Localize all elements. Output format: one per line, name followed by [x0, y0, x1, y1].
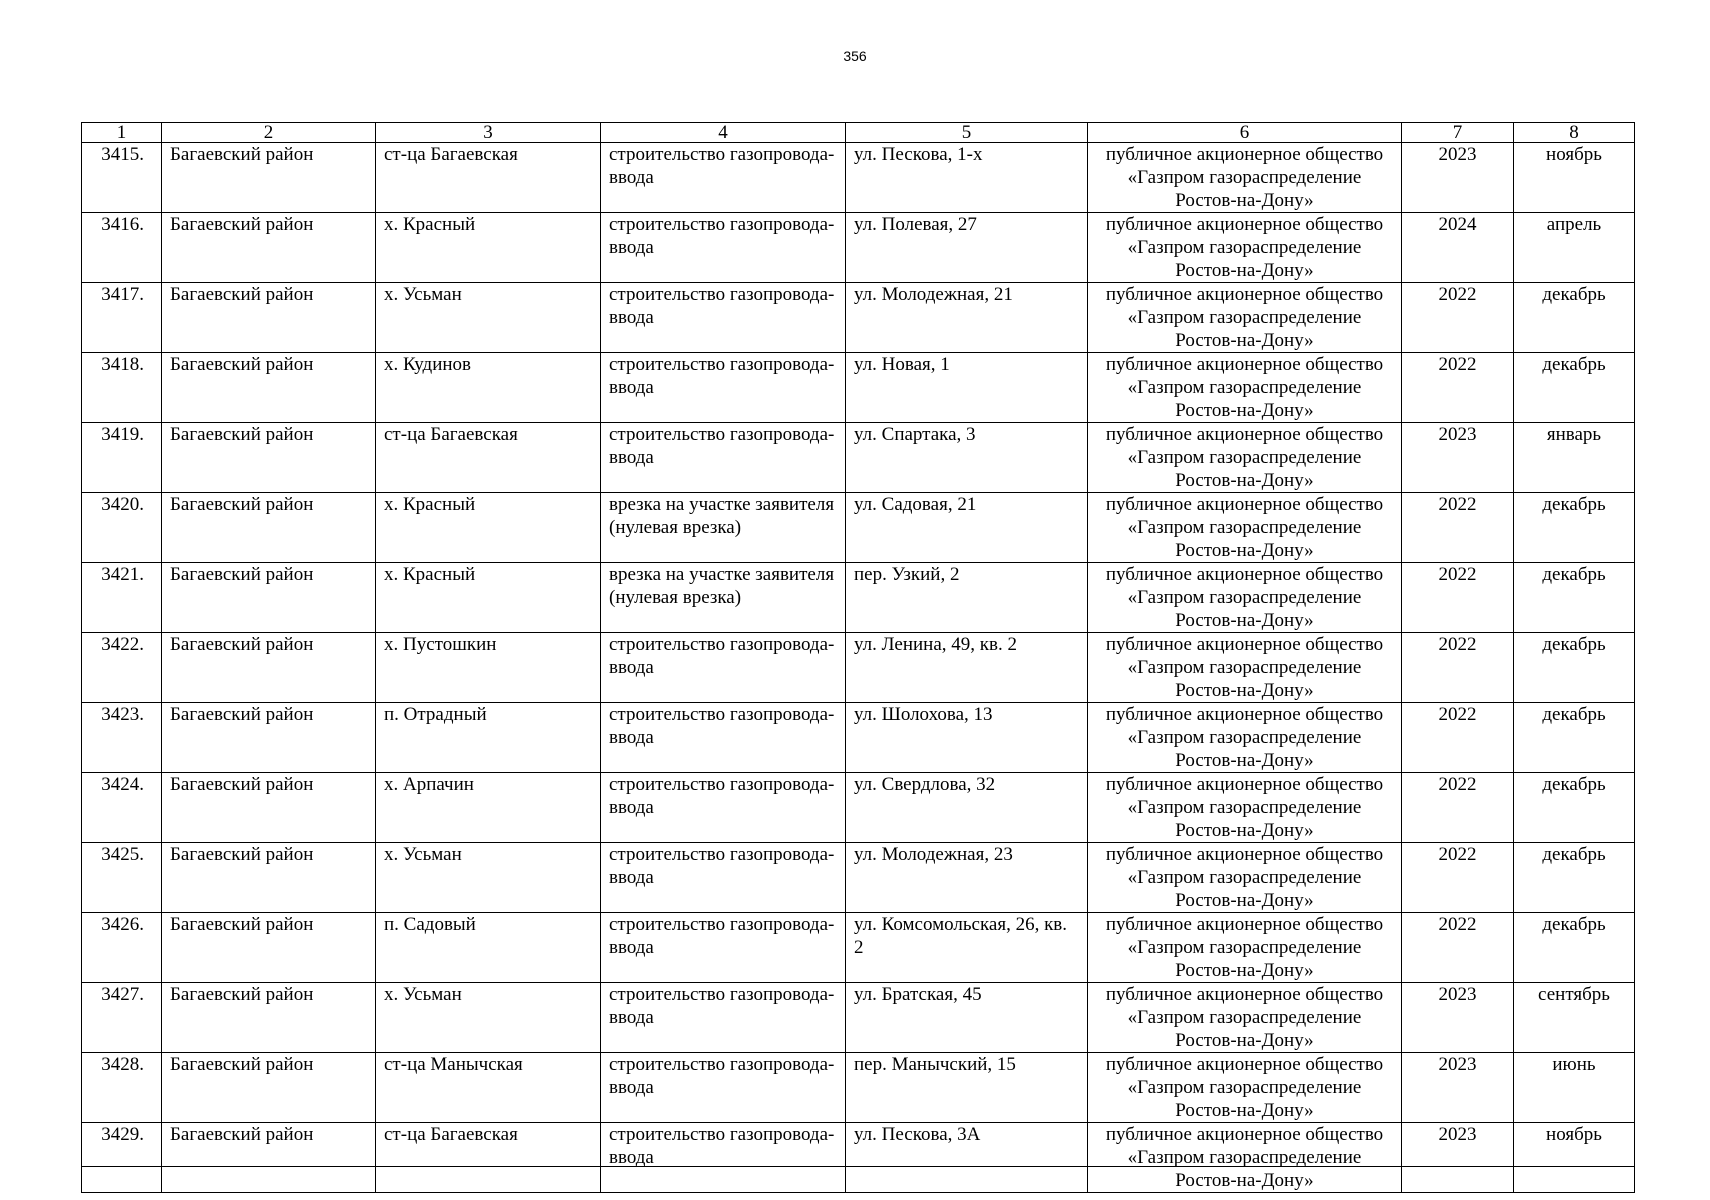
year-cell: 2022	[1402, 773, 1514, 843]
year-cell: 2022	[1402, 353, 1514, 423]
year-cell: 2023	[1402, 1123, 1514, 1193]
settlement-cell: ст-ца Манычская	[376, 1053, 601, 1123]
row-number-cell: 3423.	[82, 703, 162, 773]
month-cell: декабрь	[1514, 563, 1635, 633]
organization-cell: публичное акционерное общество «Газпром газораспределение Ростов-на-Дону»	[1088, 493, 1402, 563]
address-cell: ул. Молодежная, 21	[846, 283, 1088, 353]
table-row	[82, 913, 1635, 983]
row-number-cell: 3429.	[82, 1123, 162, 1193]
district-cell: Багаевский район	[162, 913, 376, 983]
district-cell: Багаевский район	[162, 703, 376, 773]
settlement-cell: х. Усьман	[376, 983, 601, 1053]
registry-table	[81, 122, 1635, 1193]
district-cell: Багаевский район	[162, 563, 376, 633]
table-row	[82, 283, 1635, 353]
settlement-cell: х. Кудинов	[376, 353, 601, 423]
address-cell: пер. Манычский, 15	[846, 1053, 1088, 1123]
settlement-cell: х. Красный	[376, 213, 601, 283]
row-number-cell: 3425.	[82, 843, 162, 913]
district-cell: Багаевский район	[162, 1053, 376, 1123]
settlement-cell: х. Усьман	[376, 283, 601, 353]
row-number-cell: 3422.	[82, 633, 162, 703]
table-row	[82, 843, 1635, 913]
settlement-cell: ст-ца Багаевская	[376, 423, 601, 493]
address-cell: ул. Садовая, 21	[846, 493, 1088, 563]
work-type-cell: строительство газопровода-ввода	[601, 353, 846, 423]
address-cell: ул. Полевая, 27	[846, 213, 1088, 283]
district-cell: Багаевский район	[162, 143, 376, 213]
row-number-cell: 3427.	[82, 983, 162, 1053]
district-cell: Багаевский район	[162, 1123, 376, 1193]
table-row	[82, 1053, 1635, 1123]
district-cell: Багаевский район	[162, 213, 376, 283]
address-cell: ул. Свердлова, 32	[846, 773, 1088, 843]
work-type-cell: строительство газопровода-ввода	[601, 983, 846, 1053]
table-row	[82, 703, 1635, 773]
organization-cell: публичное акционерное общество «Газпром газораспределение Ростов-на-Дону»	[1088, 843, 1402, 913]
month-cell: ноябрь	[1514, 143, 1635, 213]
row-number-cell: 3418.	[82, 353, 162, 423]
organization-cell: публичное акционерное общество «Газпром газораспределение Ростов-на-Дону»	[1088, 983, 1402, 1053]
row-number-cell: 3421.	[82, 563, 162, 633]
organization-cell: публичное акционерное общество «Газпром газораспределение Ростов-на-Дону»	[1088, 913, 1402, 983]
settlement-cell: х. Арпачин	[376, 773, 601, 843]
settlement-cell: х. Усьман	[376, 843, 601, 913]
district-cell: Багаевский район	[162, 983, 376, 1053]
table-row	[82, 353, 1635, 423]
table-row	[82, 213, 1635, 283]
table-row	[82, 493, 1635, 563]
year-cell: 2024	[1402, 213, 1514, 283]
month-cell: июнь	[1514, 1053, 1635, 1123]
table-row	[82, 633, 1635, 703]
address-cell: ул. Молодежная, 23	[846, 843, 1088, 913]
address-cell: ул. Комсомольская, 26, кв. 2	[846, 913, 1088, 983]
year-cell: 2022	[1402, 633, 1514, 703]
month-cell: декабрь	[1514, 353, 1635, 423]
month-cell: декабрь	[1514, 703, 1635, 773]
organization-cell: публичное акционерное общество «Газпром газораспределение Ростов-на-Дону»	[1088, 423, 1402, 493]
work-type-cell: строительство газопровода-ввода	[601, 913, 846, 983]
work-type-cell: строительство газопровода-ввода	[601, 633, 846, 703]
column-header: 6	[1088, 123, 1402, 143]
organization-cell: публичное акционерное общество «Газпром газораспределение Ростов-на-Дону»	[1088, 143, 1402, 213]
month-cell: апрель	[1514, 213, 1635, 283]
month-cell: ноябрь	[1514, 1123, 1635, 1193]
month-cell: декабрь	[1514, 773, 1635, 843]
district-cell: Багаевский район	[162, 843, 376, 913]
year-cell: 2023	[1402, 983, 1514, 1053]
row-number-cell: 3416.	[82, 213, 162, 283]
address-cell: ул. Новая, 1	[846, 353, 1088, 423]
year-cell: 2022	[1402, 563, 1514, 633]
address-cell: ул. Спартака, 3	[846, 423, 1088, 493]
month-cell: декабрь	[1514, 913, 1635, 983]
district-cell: Багаевский район	[162, 283, 376, 353]
month-cell: сентябрь	[1514, 983, 1635, 1053]
year-cell: 2023	[1402, 423, 1514, 493]
district-cell: Багаевский район	[162, 353, 376, 423]
year-cell: 2022	[1402, 493, 1514, 563]
district-cell: Багаевский район	[162, 773, 376, 843]
organization-cell: публичное акционерное общество «Газпром газораспределение Ростов-на-Дону»	[1088, 633, 1402, 703]
column-header: 3	[376, 123, 601, 143]
month-cell: декабрь	[1514, 283, 1635, 353]
year-cell: 2023	[1402, 143, 1514, 213]
table-row	[82, 983, 1635, 1053]
work-type-cell: строительство газопровода-ввода	[601, 213, 846, 283]
column-header: 8	[1514, 123, 1635, 143]
year-cell: 2022	[1402, 913, 1514, 983]
address-cell: ул. Ленина, 49, кв. 2	[846, 633, 1088, 703]
organization-cell: публичное акционерное общество «Газпром газораспределение Ростов-на-Дону»	[1088, 703, 1402, 773]
district-cell: Багаевский район	[162, 633, 376, 703]
work-type-cell: строительство газопровода-ввода	[601, 143, 846, 213]
work-type-cell: строительство газопровода-ввода	[601, 283, 846, 353]
organization-cell: публичное акционерное общество «Газпром газораспределение Ростов-на-Дону»	[1088, 1123, 1402, 1193]
month-cell: январь	[1514, 423, 1635, 493]
month-cell: декабрь	[1514, 493, 1635, 563]
work-type-cell: строительство газопровода-ввода	[601, 843, 846, 913]
address-cell: ул. Братская, 45	[846, 983, 1088, 1053]
year-cell: 2022	[1402, 283, 1514, 353]
column-header: 7	[1402, 123, 1514, 143]
table-body	[82, 123, 1635, 1193]
district-cell: Багаевский район	[162, 423, 376, 493]
settlement-cell: ст-ца Багаевская	[376, 1123, 601, 1193]
settlement-cell: х. Красный	[376, 493, 601, 563]
table-header-row	[82, 123, 1635, 143]
settlement-cell: ст-ца Багаевская	[376, 143, 601, 213]
work-type-cell: врезка на участке заявителя (нулевая врезка)	[601, 563, 846, 633]
work-type-cell: строительство газопровода-ввода	[601, 1123, 846, 1193]
column-header: 4	[601, 123, 846, 143]
organization-cell: публичное акционерное общество «Газпром газораспределение Ростов-на-Дону»	[1088, 283, 1402, 353]
row-number-cell: 3426.	[82, 913, 162, 983]
table-row	[82, 143, 1635, 213]
organization-cell: публичное акционерное общество «Газпром газораспределение Ростов-на-Дону»	[1088, 1053, 1402, 1123]
organization-cell: публичное акционерное общество «Газпром газораспределение Ростов-на-Дону»	[1088, 353, 1402, 423]
work-type-cell: строительство газопровода-ввода	[601, 1053, 846, 1123]
settlement-cell: х. Пустошкин	[376, 633, 601, 703]
work-type-cell: врезка на участке заявителя (нулевая врезка)	[601, 493, 846, 563]
row-number-cell: 3419.	[82, 423, 162, 493]
table-row	[82, 773, 1635, 843]
address-cell: ул. Шолохова, 13	[846, 703, 1088, 773]
year-cell: 2023	[1402, 1053, 1514, 1123]
organization-cell: публичное акционерное общество «Газпром газораспределение Ростов-на-Дону»	[1088, 563, 1402, 633]
column-header: 5	[846, 123, 1088, 143]
column-header: 1	[82, 123, 162, 143]
row-number-cell: 3424.	[82, 773, 162, 843]
work-type-cell: строительство газопровода-ввода	[601, 703, 846, 773]
organization-cell: публичное акционерное общество «Газпром газораспределение Ростов-на-Дону»	[1088, 213, 1402, 283]
settlement-cell: п. Отрадный	[376, 703, 601, 773]
work-type-cell: строительство газопровода-ввода	[601, 423, 846, 493]
address-cell: ул. Пескова, 1-х	[846, 143, 1088, 213]
organization-cell: публичное акционерное общество «Газпром газораспределение Ростов-на-Дону»	[1088, 773, 1402, 843]
table-row	[82, 563, 1635, 633]
settlement-cell: х. Красный	[376, 563, 601, 633]
month-cell: декабрь	[1514, 633, 1635, 703]
address-cell: пер. Узкий, 2	[846, 563, 1088, 633]
registry-table-container	[81, 122, 1634, 1191]
row-number-cell: 3420.	[82, 493, 162, 563]
year-cell: 2022	[1402, 703, 1514, 773]
table-row	[82, 423, 1635, 493]
row-number-cell: 3417.	[82, 283, 162, 353]
address-cell: ул. Пескова, 3А	[846, 1123, 1088, 1193]
row-number-cell: 3428.	[82, 1053, 162, 1123]
page-number: 356	[843, 48, 867, 64]
settlement-cell: п. Садовый	[376, 913, 601, 983]
district-cell: Багаевский район	[162, 493, 376, 563]
column-header: 2	[162, 123, 376, 143]
table-row	[82, 1123, 1635, 1193]
year-cell: 2022	[1402, 843, 1514, 913]
row-number-cell: 3415.	[82, 143, 162, 213]
month-cell: декабрь	[1514, 843, 1635, 913]
work-type-cell: строительство газопровода-ввода	[601, 773, 846, 843]
